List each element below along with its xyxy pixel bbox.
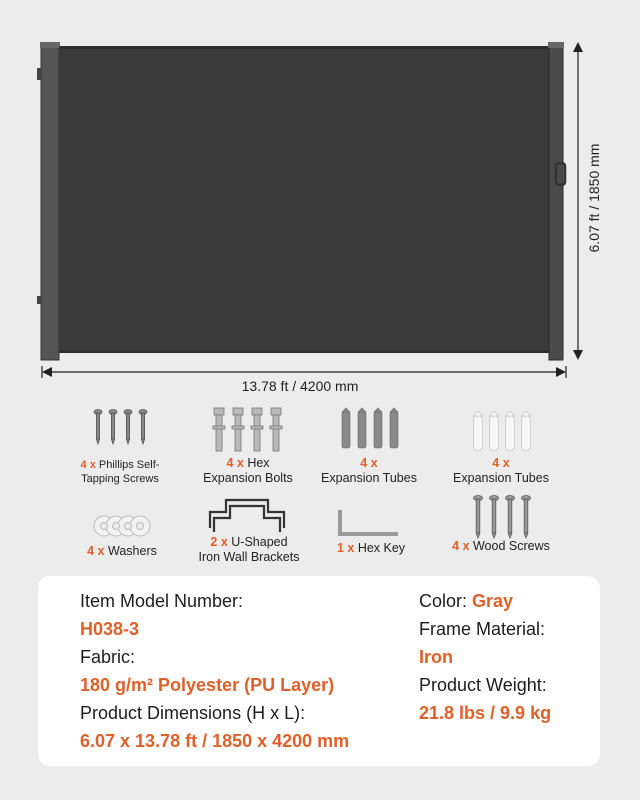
white-expansion-tube-icon <box>474 411 531 450</box>
part-caption-phillips-screws: 4 x Phillips Self- Tapping Screws <box>80 459 160 485</box>
color-label: Color: <box>419 591 468 611</box>
dimensions-value: 6.07 x 13.78 ft / 1850 x 4200 mm <box>80 731 350 751</box>
height-label: 6.07 ft / 1850 mm <box>586 143 602 253</box>
part-caption-hex-bolts: 4 x Hex Expansion Bolts <box>203 456 293 485</box>
arrow-down-icon <box>573 350 583 360</box>
width-label: 13.78 ft / 4200 mm <box>241 378 359 394</box>
fabric-label: Fabric: <box>80 647 136 667</box>
left-post-clip-lower <box>37 296 42 304</box>
left-post-cap <box>40 42 60 48</box>
weight-value: 21.8 lbs / 9.9 kg <box>419 703 552 723</box>
model-label: Item Model Number: <box>80 591 244 611</box>
pull-bar <box>549 44 563 360</box>
left-post <box>41 44 59 360</box>
part-caption-wood-screws: 4 x Wood Screws <box>452 539 550 553</box>
color-value: Gray <box>472 591 514 611</box>
specs-card <box>38 576 600 766</box>
color-row <box>419 591 513 612</box>
weight-label: Product Weight: <box>419 675 547 695</box>
hex-key-icon <box>340 510 398 534</box>
frame-value: Iron <box>419 647 453 667</box>
wood-screw-icon <box>474 496 531 539</box>
arrow-left-icon <box>42 367 52 377</box>
u-bracket-icon <box>210 500 284 532</box>
arrow-up-icon <box>573 42 583 52</box>
arrow-right-icon <box>556 367 566 377</box>
hex-bolt-icon <box>213 408 282 451</box>
dimensions-label: Product Dimensions (H x L): <box>80 703 306 723</box>
washer-icon <box>94 516 150 536</box>
fabric-value: 180 g/m² Polyester (PU Layer) <box>80 675 335 695</box>
gray-expansion-tube-icon <box>342 408 398 448</box>
part-caption-hex-key: 1 x Hex Key <box>336 541 406 555</box>
fabric-panel <box>59 46 551 353</box>
part-caption-gray-tubes: 4 x Expansion Tubes <box>321 456 417 485</box>
pull-bar-cap <box>548 42 564 48</box>
part-caption-u-brackets: 2 x U-Shaped Iron Wall Brackets <box>198 535 300 564</box>
fabric-bottom-edge <box>59 350 551 353</box>
left-post-clip <box>37 68 42 80</box>
model-value: H038-3 <box>80 619 140 639</box>
phillips-screw-icon <box>94 410 147 445</box>
frame-label: Frame Material: <box>419 619 546 639</box>
part-caption-white-tubes: 4 x Expansion Tubes <box>453 456 549 485</box>
part-caption-washers: 4 x Washers <box>87 544 157 558</box>
fabric-top-edge <box>59 46 551 49</box>
